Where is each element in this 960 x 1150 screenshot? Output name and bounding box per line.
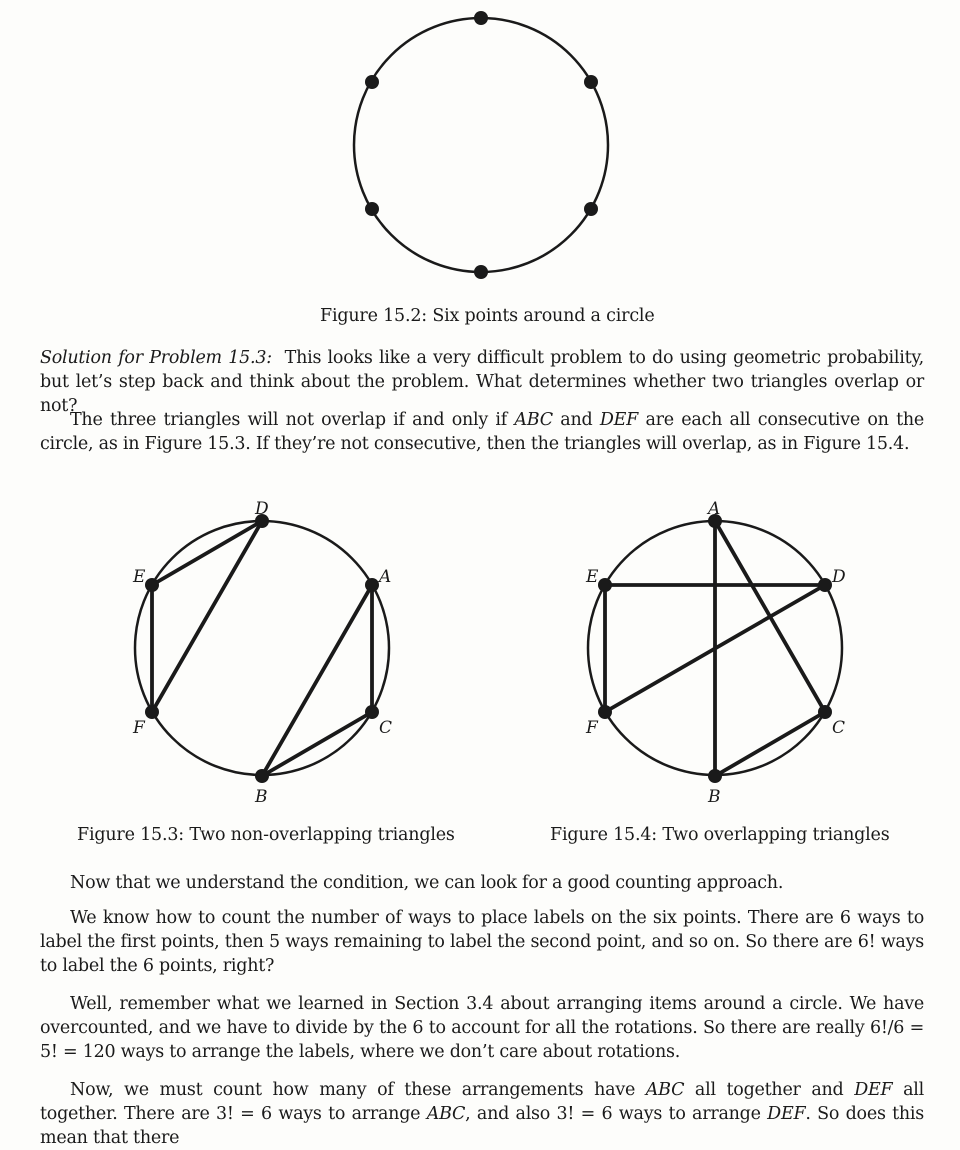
math-abc: ABC [514, 410, 553, 430]
solution-text: This looks like a very difficult problem to do using geometric probability, but let’s step back and think about the problem. What determines whether two triangles overlap or not? [40, 348, 924, 416]
label-d: D [255, 499, 269, 519]
math-def: DEF [767, 1104, 806, 1124]
math-abc: ABC [426, 1104, 466, 1124]
solution-heading: Solution for Problem 15.3: [40, 348, 272, 368]
label-e: E [133, 567, 146, 587]
text-run: We know how to count the number of ways to place labels on the six points. There are 6 ways to label the first points, then 5 ways remaining to label the second point, and so on. So there are 6! ways to label the 6 points, right? [40, 908, 924, 976]
paragraph-arrangements [40, 1078, 924, 1150]
label-f: F [133, 718, 145, 738]
paragraph-rotations [40, 992, 924, 1064]
triangle-abc [262, 585, 372, 776]
text-run: are each all consecutive on the circle, as in Figure 15.3. If they’re not consecutive, then the triangles will overlap, as in Figure 15.4. [40, 410, 924, 454]
label-c: C [832, 718, 846, 738]
label-a: A [708, 499, 721, 519]
text-run: Now that we understand the condition, we can look for a good counting approach. [70, 873, 784, 893]
triangle-abc [715, 521, 825, 776]
figure-15-2-caption: Figure 15.2: Six points around a circle [320, 306, 655, 326]
text-run: Well, remember what we learned in Section 3.4 about arranging items around a circle. We have overcounted, and we have to divide by the 6 to account for all the rotations. So there are really 6!/6 = 5! = 120 ways to arrange the labels, where we don’t care about rotations. [40, 994, 924, 1062]
figure-15-3-diagram [132, 499, 392, 807]
text-run: . So does this mean that there [40, 1104, 924, 1148]
label-e: E [586, 567, 599, 587]
triangle-def [152, 521, 262, 712]
text-run: , and also 3! = 6 ways to arrange [465, 1104, 768, 1124]
label-c: C [379, 718, 393, 738]
text-run: The three triangles will not overlap if and only if [70, 410, 515, 430]
figure-15-4-caption: Figure 15.4: Two overlapping triangles [550, 825, 890, 845]
label-b: B [708, 787, 721, 807]
math-abc: ABC [645, 1080, 685, 1100]
text-run: Now, we must count how many of these arrangements have [70, 1080, 646, 1100]
text-run: all together. There are 3! = 6 ways to arrange [40, 1080, 924, 1124]
text-run: and [552, 410, 600, 430]
label-f: F [586, 718, 598, 738]
math-def: DEF [599, 410, 639, 430]
label-b: B [255, 787, 268, 807]
text-run: all together and [684, 1080, 855, 1100]
label-d: D [832, 567, 846, 587]
math-def: DEF [854, 1080, 893, 1100]
label-a: A [379, 567, 392, 587]
paragraph-approach [40, 871, 924, 895]
paragraph-counting [40, 906, 924, 978]
figure-15-3-caption: Figure 15.3: Two non-overlapping triangles [77, 825, 455, 845]
figure-15-4-diagram [585, 499, 846, 807]
